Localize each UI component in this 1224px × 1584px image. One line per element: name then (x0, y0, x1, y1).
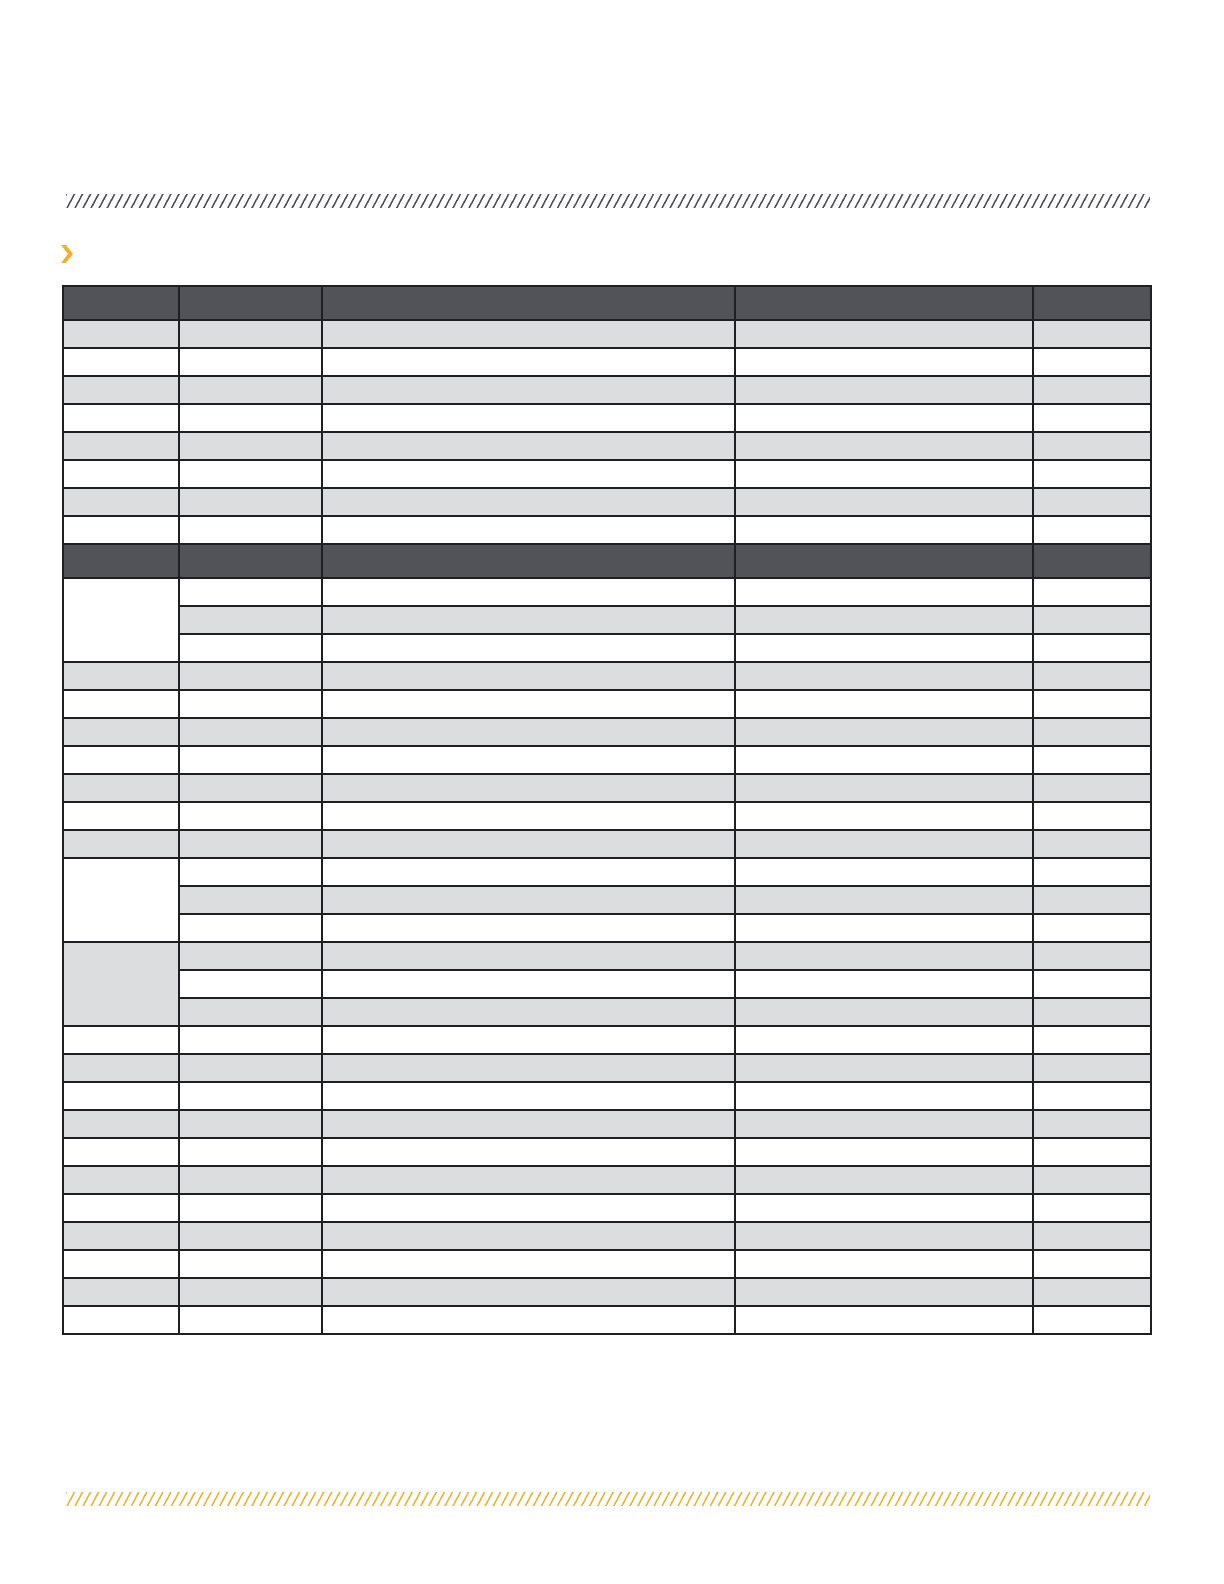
top-hatch-divider (66, 194, 1150, 208)
table-cell (735, 606, 1033, 634)
table-cell (179, 320, 322, 348)
table-row (63, 1166, 1151, 1194)
table-cell (179, 830, 322, 858)
table-cell (1033, 634, 1151, 662)
table-cell (1033, 578, 1151, 606)
table-cell (63, 1306, 179, 1334)
table-cell (179, 1054, 322, 1082)
table-cell (322, 858, 735, 886)
table-row (63, 376, 1151, 404)
table-cell (1033, 942, 1151, 970)
table-cell (179, 578, 322, 606)
table-cell (1033, 1054, 1151, 1082)
header-cell (63, 286, 179, 320)
table-row (63, 914, 1151, 942)
table-cell (1033, 746, 1151, 774)
table-cell (1033, 690, 1151, 718)
table-cell (179, 1026, 322, 1054)
table-cell (735, 662, 1033, 690)
table-cell (63, 746, 179, 774)
table-row (63, 488, 1151, 516)
table-cell (63, 1166, 179, 1194)
table-cell (1033, 1026, 1151, 1054)
table-cell (322, 802, 735, 830)
table-cell (1033, 662, 1151, 690)
table-cell (1033, 1194, 1151, 1222)
table-cell (322, 1194, 735, 1222)
table-row (63, 1222, 1151, 1250)
table-cell (322, 1026, 735, 1054)
table-cell (322, 774, 735, 802)
table-cell (1033, 1166, 1151, 1194)
header-cell (179, 286, 322, 320)
table-cell (63, 376, 179, 404)
table-cell (322, 488, 735, 516)
table-cell (179, 1222, 322, 1250)
table-cell (735, 1166, 1033, 1194)
chevron-right-icon (60, 244, 74, 264)
table-cell (322, 1306, 735, 1334)
table-cell (63, 1082, 179, 1110)
table-cell (735, 578, 1033, 606)
table-cell (735, 1138, 1033, 1166)
table-cell (735, 516, 1033, 544)
header-cell (735, 286, 1033, 320)
table-row (63, 1306, 1151, 1334)
table-cell (735, 830, 1033, 858)
table-cell (735, 404, 1033, 432)
table-cell (63, 404, 179, 432)
table-cell (322, 830, 735, 858)
table-cell (735, 858, 1033, 886)
table-cell (322, 320, 735, 348)
table-cell (322, 1138, 735, 1166)
table-cell (179, 886, 322, 914)
table-cell (179, 1138, 322, 1166)
table-row (63, 718, 1151, 746)
table-cell (322, 970, 735, 998)
table-cell (1033, 320, 1151, 348)
table-cell (322, 690, 735, 718)
table-row (63, 1250, 1151, 1278)
table-cell (179, 746, 322, 774)
table-cell (322, 998, 735, 1026)
table-row (63, 774, 1151, 802)
table-cell (63, 488, 179, 516)
table-cell (322, 942, 735, 970)
table-cell (1033, 460, 1151, 488)
table-row (63, 970, 1151, 998)
table-cell (1033, 606, 1151, 634)
table-cell (179, 998, 322, 1026)
table-cell (63, 320, 179, 348)
table-cell (322, 432, 735, 460)
table-row (63, 606, 1151, 634)
table-cell (63, 802, 179, 830)
table-cell (1033, 774, 1151, 802)
table-cell (322, 404, 735, 432)
table-cell (735, 718, 1033, 746)
table-section-header-row (63, 544, 1151, 578)
table-row (63, 662, 1151, 690)
table-cell (1033, 404, 1151, 432)
table-cell (322, 606, 735, 634)
table-cell (1033, 1278, 1151, 1306)
table-cell (179, 1082, 322, 1110)
table-cell (322, 1054, 735, 1082)
table-cell (322, 516, 735, 544)
table-cell (63, 1250, 179, 1278)
table-cell (1033, 858, 1151, 886)
table-cell (735, 1194, 1033, 1222)
table-cell (63, 830, 179, 858)
table-row (63, 690, 1151, 718)
table-cell (735, 942, 1033, 970)
table-cell (1033, 998, 1151, 1026)
table-cell (735, 1278, 1033, 1306)
table-cell (735, 320, 1033, 348)
table-row (63, 516, 1151, 544)
table-cell (322, 1222, 735, 1250)
table-cell (1033, 1250, 1151, 1278)
header-cell (179, 544, 322, 578)
table-cell (179, 460, 322, 488)
header-cell (63, 544, 179, 578)
table-row (63, 320, 1151, 348)
table-cell (735, 1110, 1033, 1138)
table-row (63, 830, 1151, 858)
table-cell (63, 774, 179, 802)
table-cell (322, 460, 735, 488)
table-cell (63, 718, 179, 746)
table-cell (179, 1166, 322, 1194)
table-cell (322, 746, 735, 774)
table-cell (179, 1194, 322, 1222)
table-row (63, 634, 1151, 662)
table-cell (1033, 1082, 1151, 1110)
table-cell (1033, 488, 1151, 516)
table-cell (1033, 802, 1151, 830)
table-header-row (63, 286, 1151, 320)
table-cell (735, 802, 1033, 830)
table-row (63, 802, 1151, 830)
table-row (63, 1110, 1151, 1138)
table-row (63, 746, 1151, 774)
table-row (63, 998, 1151, 1026)
table-cell (179, 488, 322, 516)
table-row (63, 942, 1151, 970)
table-cell (1033, 432, 1151, 460)
table-cell (1033, 914, 1151, 942)
table-cell (1033, 1110, 1151, 1138)
table-row (63, 432, 1151, 460)
table-cell (179, 606, 322, 634)
table-cell (1033, 376, 1151, 404)
header-cell (322, 544, 735, 578)
table-cell (735, 970, 1033, 998)
table-cell (735, 1026, 1033, 1054)
table-cell (179, 662, 322, 690)
table-cell (179, 516, 322, 544)
table-cell (63, 460, 179, 488)
table-cell (735, 998, 1033, 1026)
table-cell (735, 746, 1033, 774)
merged-group-cell (63, 578, 179, 662)
table-cell (179, 914, 322, 942)
table-cell (1033, 718, 1151, 746)
table-cell (735, 488, 1033, 516)
table-cell (322, 376, 735, 404)
table-cell (1033, 886, 1151, 914)
table-cell (179, 718, 322, 746)
table-cell (63, 1278, 179, 1306)
table-row (63, 404, 1151, 432)
table-cell (63, 1026, 179, 1054)
table-cell (735, 1054, 1033, 1082)
table-cell (1033, 1222, 1151, 1250)
table-cell (179, 690, 322, 718)
table-cell (322, 1166, 735, 1194)
table-cell (1033, 348, 1151, 376)
table-cell (322, 1250, 735, 1278)
table-cell (322, 634, 735, 662)
table-cell (1033, 970, 1151, 998)
table-cell (735, 1222, 1033, 1250)
table-cell (1033, 516, 1151, 544)
table-row (63, 1026, 1151, 1054)
table-cell (322, 1278, 735, 1306)
table-cell (322, 886, 735, 914)
table-cell (735, 432, 1033, 460)
table-row (63, 1138, 1151, 1166)
table-cell (322, 1082, 735, 1110)
table-cell (322, 348, 735, 376)
table-cell (179, 774, 322, 802)
table-cell (179, 404, 322, 432)
table-cell (735, 460, 1033, 488)
table-cell (735, 634, 1033, 662)
table-row (63, 348, 1151, 376)
table-row (63, 578, 1151, 606)
header-cell (735, 544, 1033, 578)
table-cell (179, 970, 322, 998)
table-cell (735, 774, 1033, 802)
table-row (63, 858, 1151, 886)
merged-group-cell (63, 858, 179, 942)
table-row (63, 886, 1151, 914)
table-cell (735, 690, 1033, 718)
table-cell (179, 1250, 322, 1278)
table-cell (179, 348, 322, 376)
table-cell (179, 376, 322, 404)
table-cell (735, 348, 1033, 376)
table-cell (63, 516, 179, 544)
table-cell (63, 1054, 179, 1082)
table-row (63, 1054, 1151, 1082)
merged-group-cell (63, 942, 179, 1026)
table-row (63, 1194, 1151, 1222)
table-cell (322, 914, 735, 942)
table-cell (735, 376, 1033, 404)
table-cell (322, 718, 735, 746)
table-cell (1033, 1138, 1151, 1166)
bottom-hatch-divider (66, 1492, 1150, 1506)
table-cell (63, 662, 179, 690)
table-cell (735, 1082, 1033, 1110)
table-row (63, 460, 1151, 488)
table-row (63, 1082, 1151, 1110)
header-cell (1033, 544, 1151, 578)
table-cell (179, 942, 322, 970)
table-cell (63, 1138, 179, 1166)
table-cell (322, 578, 735, 606)
table-cell (63, 690, 179, 718)
table-cell (179, 802, 322, 830)
table-row (63, 1278, 1151, 1306)
table-cell (179, 634, 322, 662)
table-cell (179, 1278, 322, 1306)
table-cell (63, 432, 179, 460)
table-cell (179, 858, 322, 886)
table-cell (735, 1306, 1033, 1334)
table-cell (1033, 1306, 1151, 1334)
table-cell (322, 1110, 735, 1138)
table-cell (735, 914, 1033, 942)
data-table (62, 285, 1152, 1335)
header-cell (322, 286, 735, 320)
table-cell (63, 1110, 179, 1138)
table-cell (735, 1250, 1033, 1278)
table-cell (735, 886, 1033, 914)
table-cell (63, 348, 179, 376)
header-cell (1033, 286, 1151, 320)
table-cell (63, 1194, 179, 1222)
table-cell (179, 1110, 322, 1138)
table-cell (1033, 830, 1151, 858)
table-cell (63, 1222, 179, 1250)
table-cell (179, 432, 322, 460)
table-cell (322, 662, 735, 690)
table-cell (179, 1306, 322, 1334)
